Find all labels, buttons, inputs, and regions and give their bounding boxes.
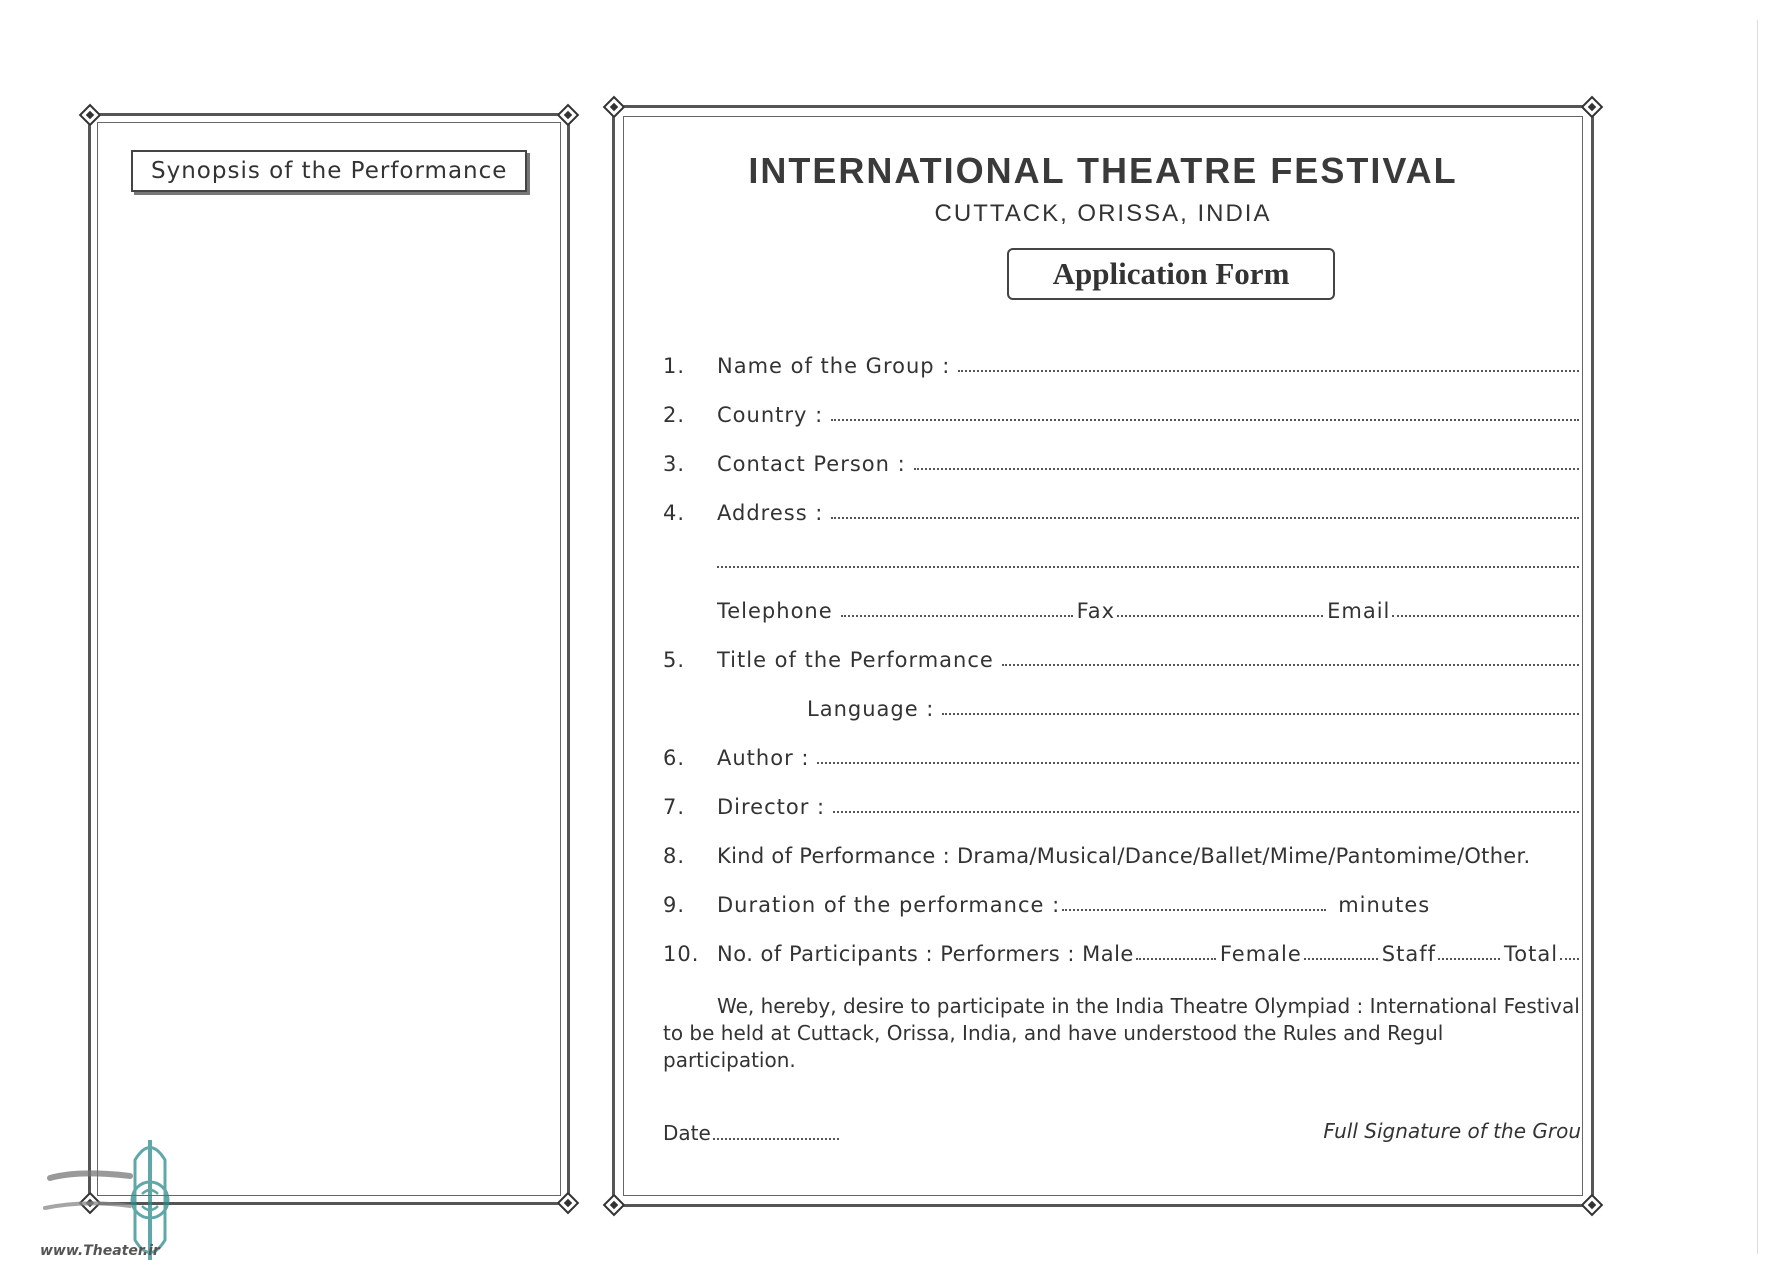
field-kind-of-performance[interactable] bbox=[663, 838, 1579, 868]
total-label: Total bbox=[1504, 942, 1559, 966]
field-label: Author : bbox=[717, 746, 810, 770]
field-label: Duration of the performance : bbox=[717, 893, 1061, 917]
male-fill-line[interactable] bbox=[1136, 957, 1216, 960]
synopsis-panel bbox=[88, 113, 570, 1205]
fill-line[interactable] bbox=[717, 565, 1579, 568]
fill-line[interactable] bbox=[831, 516, 1579, 519]
field-label: Language : bbox=[807, 697, 935, 721]
corner-ornament bbox=[1581, 1194, 1604, 1217]
declaration-text: We, hereby, desire to participate in the India Theatre Olympiad : International Festival to be held at Cuttack, Orissa, India, and have understood the Rules and Regul participation. bbox=[663, 994, 1580, 1072]
telephone-fill-line[interactable] bbox=[841, 614, 1073, 617]
synopsis-title: Synopsis of the Performance bbox=[131, 150, 527, 192]
field-duration[interactable] bbox=[663, 887, 1579, 917]
staff-label: Staff bbox=[1381, 942, 1436, 966]
total-fill-line[interactable] bbox=[1560, 957, 1579, 960]
fill-line[interactable] bbox=[958, 369, 1579, 372]
field-group-name[interactable] bbox=[663, 348, 1579, 378]
fax-label: Fax bbox=[1076, 599, 1116, 623]
date-fill-line[interactable] bbox=[713, 1137, 839, 1140]
female-fill-line[interactable] bbox=[1304, 957, 1378, 960]
field-contact-person[interactable] bbox=[663, 446, 1579, 476]
field-country[interactable] bbox=[663, 397, 1579, 427]
field-number: 10. bbox=[663, 942, 700, 966]
field-number: 1. bbox=[663, 354, 686, 378]
field-performance-title[interactable] bbox=[663, 642, 1579, 672]
field-number: 9. bbox=[663, 893, 686, 917]
fill-line[interactable] bbox=[833, 810, 1579, 813]
festival-location: CUTTACK, ORISSA, INDIA bbox=[934, 200, 1272, 227]
corner-ornament bbox=[1581, 96, 1604, 119]
fill-line[interactable] bbox=[831, 418, 1579, 421]
field-label: Name of the Group : bbox=[717, 354, 951, 378]
field-label: Contact Person : bbox=[717, 452, 906, 476]
field-label: Country : bbox=[717, 403, 824, 427]
field-label: No. of Participants : Performers : Male bbox=[717, 942, 1134, 966]
fill-line[interactable] bbox=[817, 761, 1579, 764]
corner-ornament bbox=[603, 96, 626, 119]
field-language[interactable] bbox=[807, 691, 1579, 721]
field-number: 7. bbox=[663, 795, 686, 819]
fill-line[interactable] bbox=[914, 467, 1579, 470]
field-number: 4. bbox=[663, 501, 686, 525]
female-label: Female bbox=[1219, 942, 1302, 966]
field-address-line2[interactable] bbox=[717, 544, 1579, 574]
field-number: 6. bbox=[663, 746, 686, 770]
email-label: Email bbox=[1327, 599, 1391, 623]
date-label: Date bbox=[663, 1121, 711, 1145]
field-address[interactable] bbox=[663, 495, 1579, 525]
email-fill-line[interactable] bbox=[1392, 614, 1579, 617]
field-label: Director : bbox=[717, 795, 826, 819]
field-number: 2. bbox=[663, 403, 686, 427]
field-number: 5. bbox=[663, 648, 686, 672]
fill-line[interactable] bbox=[1002, 663, 1579, 666]
date-field[interactable] bbox=[663, 1121, 839, 1145]
application-form-panel bbox=[612, 105, 1594, 1207]
telephone-label: Telephone bbox=[717, 599, 833, 623]
festival-title: INTERNATIONAL THEATRE FESTIVAL bbox=[748, 150, 1458, 191]
inner-border bbox=[97, 122, 561, 1196]
fax-fill-line[interactable] bbox=[1117, 614, 1323, 617]
field-contact-numbers[interactable] bbox=[717, 593, 1579, 623]
signature-label: Full Signature of the Grou bbox=[1323, 1119, 1581, 1143]
watermark-url: www.Theater.ir bbox=[40, 1243, 160, 1259]
field-label: Address : bbox=[717, 501, 824, 525]
page-edge-line bbox=[1757, 20, 1758, 1254]
field-number: 3. bbox=[663, 452, 686, 476]
field-label: Title of the Performance bbox=[717, 648, 994, 672]
fill-line[interactable] bbox=[942, 712, 1579, 715]
fill-line[interactable] bbox=[1062, 908, 1326, 911]
minutes-label: minutes bbox=[1338, 893, 1431, 917]
application-form-heading: Application Form bbox=[1007, 248, 1335, 300]
corner-ornament bbox=[603, 1194, 626, 1217]
staff-fill-line[interactable] bbox=[1438, 957, 1500, 960]
field-number: 8. bbox=[663, 844, 686, 868]
field-author[interactable] bbox=[663, 740, 1579, 770]
field-label: Kind of Performance : Drama/Musical/Dance/Ballet/Mime/Pantomime/Other. bbox=[717, 844, 1531, 868]
field-director[interactable] bbox=[663, 789, 1579, 819]
field-participants[interactable] bbox=[663, 936, 1579, 966]
